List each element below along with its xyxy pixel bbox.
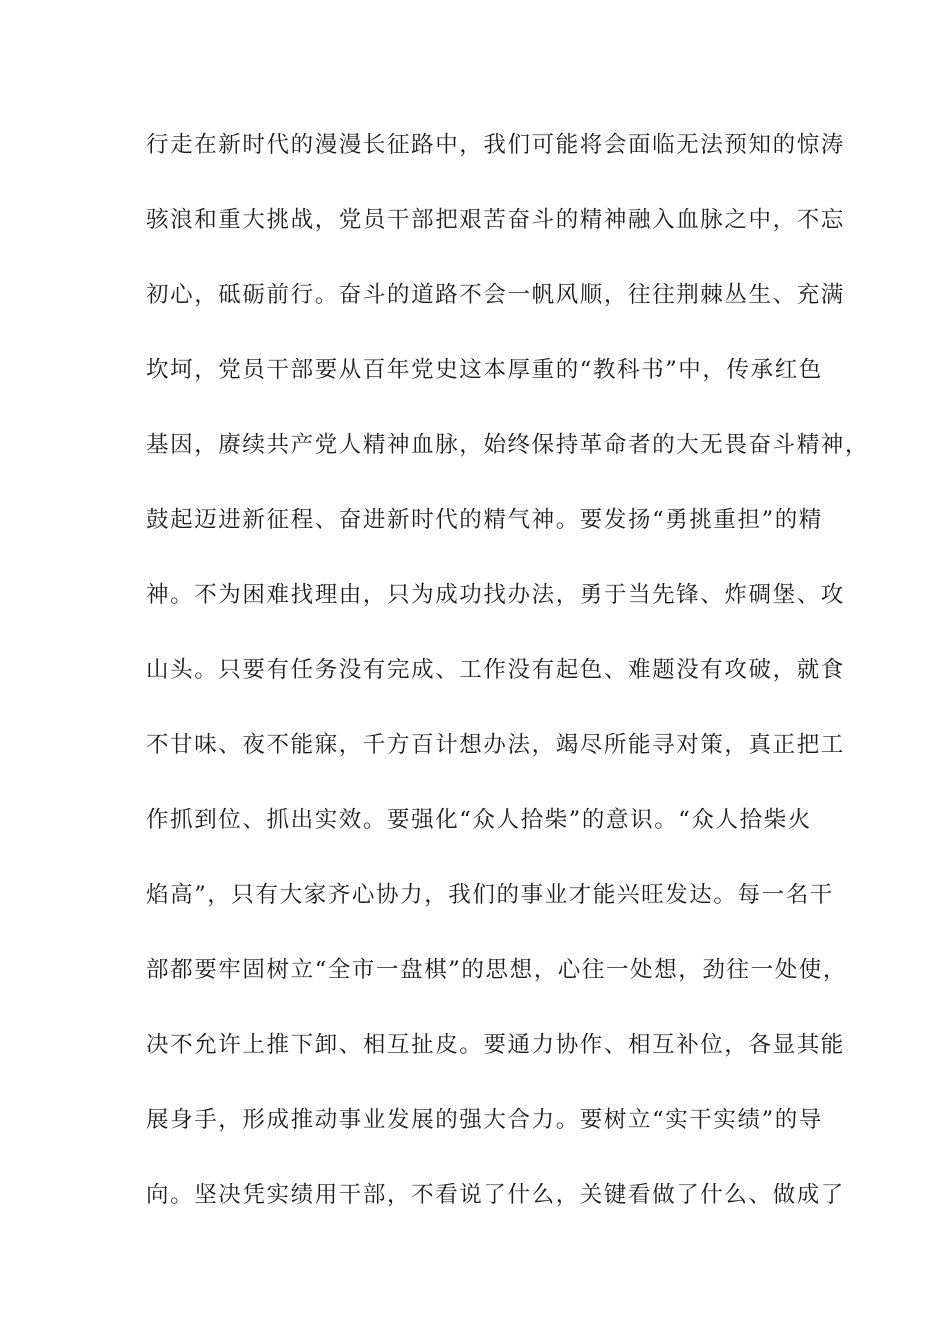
text-line-12: 部都要牢固树立“全市一盘棋”的思想，心往一处想，劲往一处使，	[146, 957, 848, 983]
text-line-7: 神。不为困难找理由，只为成功找办法，勇于当先锋、炸碉堡、攻	[146, 582, 845, 608]
text-line-14: 展身手，形成推动事业发展的强大合力。要树立“实干实绩”的导	[146, 1107, 823, 1133]
text-line-5: 基因，赓续共产党人精神血脉，始终保持革命者的大无畏奋斗精神，	[146, 432, 870, 458]
text-line-11: 焰高”，只有大家齐心协力，我们的事业才能兴旺发达。每一名干	[146, 882, 834, 908]
text-line-13: 决不允许上推下卸、相互扯皮。要通力协作、相互补位，各显其能	[146, 1032, 845, 1058]
text-line-1: 行走在新时代的漫漫长征路中，我们可能将会面临无法预知的惊涛	[146, 132, 845, 158]
text-line-8: 山头。只要有任务没有完成、工作没有起色、难题没有攻破，就食	[146, 657, 845, 683]
text-line-2: 骇浪和重大挑战，党员干部把艰苦奋斗的精神融入血脉之中，不忘	[146, 207, 845, 233]
text-line-15: 向。坚决凭实绩用干部，不看说了什么，关键看做了什么、做成了	[146, 1182, 845, 1208]
text-line-9: 不甘味、夜不能寐，千方百计想办法，竭尽所能寻对策，真正把工	[146, 732, 845, 758]
text-line-10: 作抓到位、抓出实效。要强化“众人拾柴”的意识。“众人拾柴火	[146, 807, 812, 833]
text-line-6: 鼓起迈进新征程、奋进新时代的精气神。要发扬“勇挑重担”的精	[146, 507, 823, 533]
text-line-4: 坎坷，党员干部要从百年党史这本厚重的“教科书”中，传承红色	[146, 357, 823, 383]
body-text	[146, 130, 870, 1255]
text-line-3: 初心，砥砺前行。奋斗的道路不会一帆风顺，往往荆棘丛生、充满	[146, 282, 845, 308]
